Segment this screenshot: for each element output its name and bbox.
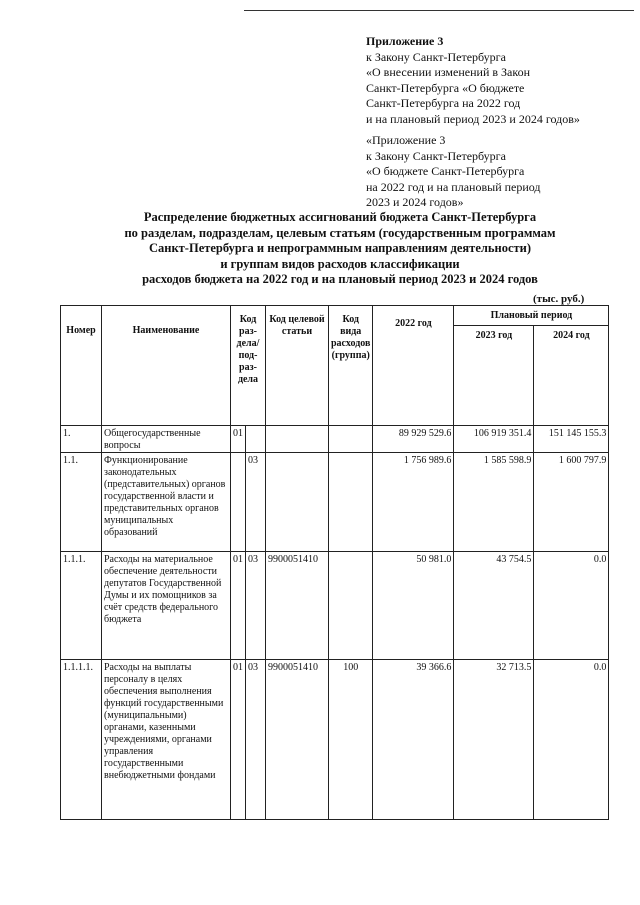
- appendix-block: [366, 34, 636, 127]
- table-row: [61, 552, 609, 660]
- row-2024: 0.0: [534, 552, 609, 660]
- appendix-line: Приложение 3: [366, 34, 444, 48]
- row-section: 01: [231, 552, 246, 660]
- budget-table: [60, 305, 609, 820]
- appendix-line: к Закону Санкт-Петербурга: [366, 49, 506, 64]
- document-title: [60, 210, 620, 288]
- row-target: 9900051410: [266, 660, 329, 820]
- title-line: Санкт-Петербурга и непрограммным направлениям деятельности): [148, 241, 531, 255]
- header-year-2023: 2023 год: [454, 326, 534, 426]
- top-rule: [244, 10, 634, 11]
- row-section: 01: [231, 660, 246, 820]
- units-label: (тыс. руб.): [533, 293, 585, 305]
- row-name: Расходы на выплаты персоналу в целях обеспечения выполнения функций государственными (муниципальными) органами, казенными учреждениями, органами управления государственными внебюджетными фондами: [102, 660, 231, 820]
- appendix2-line: «Приложение 3: [366, 133, 446, 147]
- header-name: Наименование: [102, 306, 231, 426]
- row-2023: 32 713.5: [454, 660, 534, 820]
- row-number: 1.1.1.1.: [61, 660, 102, 820]
- row-name: Расходы на материальное обеспечение деятельности депутатов Государственной Думы и их помощников за счёт средств федерального бюджета: [102, 552, 231, 660]
- row-2022: 50 981.0: [373, 552, 454, 660]
- table-row: [61, 426, 609, 453]
- row-2022: 39 366.6: [373, 660, 454, 820]
- appendix2-line: на 2022 год и на плановый период: [366, 179, 541, 194]
- appendix-quoted-block: [366, 133, 636, 211]
- row-2024: 1 600 797.9: [534, 453, 609, 552]
- title-line: по разделам, подразделам, целевым статьям (государственным программам: [124, 225, 556, 240]
- row-expense-type: [329, 426, 373, 453]
- row-expense-type: [329, 453, 373, 552]
- row-expense-type: [329, 552, 373, 660]
- header-year-2022: 2022 год: [373, 306, 454, 426]
- header-expense-type-code: Код вида расходов (группа): [329, 306, 373, 426]
- row-number: 1.1.1.: [61, 552, 102, 660]
- row-name: Функционирование законодательных (представительных) органов государственной власти и представительных органов муниципальных образований: [102, 453, 231, 552]
- row-2023: 106 919 351.4: [454, 426, 534, 453]
- row-target: [266, 426, 329, 453]
- header-year-2024: 2024 год: [534, 326, 609, 426]
- appendix-line: «О внесении изменений в Закон: [366, 65, 531, 79]
- appendix-line: Санкт-Петербурга на 2022 год: [366, 96, 521, 110]
- row-2024: 151 145 155.3: [534, 426, 609, 453]
- appendix-line: и на плановый период 2023 и 2024 годов»: [366, 111, 580, 126]
- header-planned-period: Плановый период: [454, 306, 609, 326]
- appendix2-line: «О бюджете Санкт-Петербурга: [366, 164, 525, 178]
- header-section-code: Код раз-дела/ под-раз-дела: [231, 306, 266, 426]
- title-line: Распределение бюджетных ассигнований бюджета Санкт-Петербурга: [143, 210, 537, 224]
- row-subsection: 03: [246, 453, 266, 552]
- table-row: [61, 660, 609, 820]
- row-name: Общегосударственные вопросы: [102, 426, 231, 453]
- title-line: расходов бюджета на 2022 год и на плановый период 2023 и 2024 годов: [142, 272, 538, 286]
- header-number: Номер: [61, 306, 102, 426]
- row-2023: 43 754.5: [454, 552, 534, 660]
- row-expense-type: 100: [329, 660, 373, 820]
- row-target: 9900051410: [266, 552, 329, 660]
- row-2022: 89 929 529.6: [373, 426, 454, 453]
- appendix2-line: к Закону Санкт-Петербурга: [366, 148, 506, 163]
- row-2022: 1 756 989.6: [373, 453, 454, 552]
- row-number: 1.1.: [61, 453, 102, 552]
- row-subsection: 03: [246, 552, 266, 660]
- row-target: [266, 453, 329, 552]
- appendix-line: Санкт-Петербурга «О бюджете: [366, 80, 525, 95]
- row-subsection: [246, 426, 266, 453]
- table-row: [61, 453, 609, 552]
- row-subsection: 03: [246, 660, 266, 820]
- row-2023: 1 585 598.9: [454, 453, 534, 552]
- row-2024: 0.0: [534, 660, 609, 820]
- row-section: 01: [231, 426, 246, 453]
- appendix2-line: 2023 и 2024 годов»: [366, 195, 464, 209]
- header-target-code: Код целевой статьи: [266, 306, 329, 426]
- title-line: и группам видов расходов классификации: [220, 256, 460, 271]
- row-section: [231, 453, 246, 552]
- row-number: 1.: [61, 426, 102, 453]
